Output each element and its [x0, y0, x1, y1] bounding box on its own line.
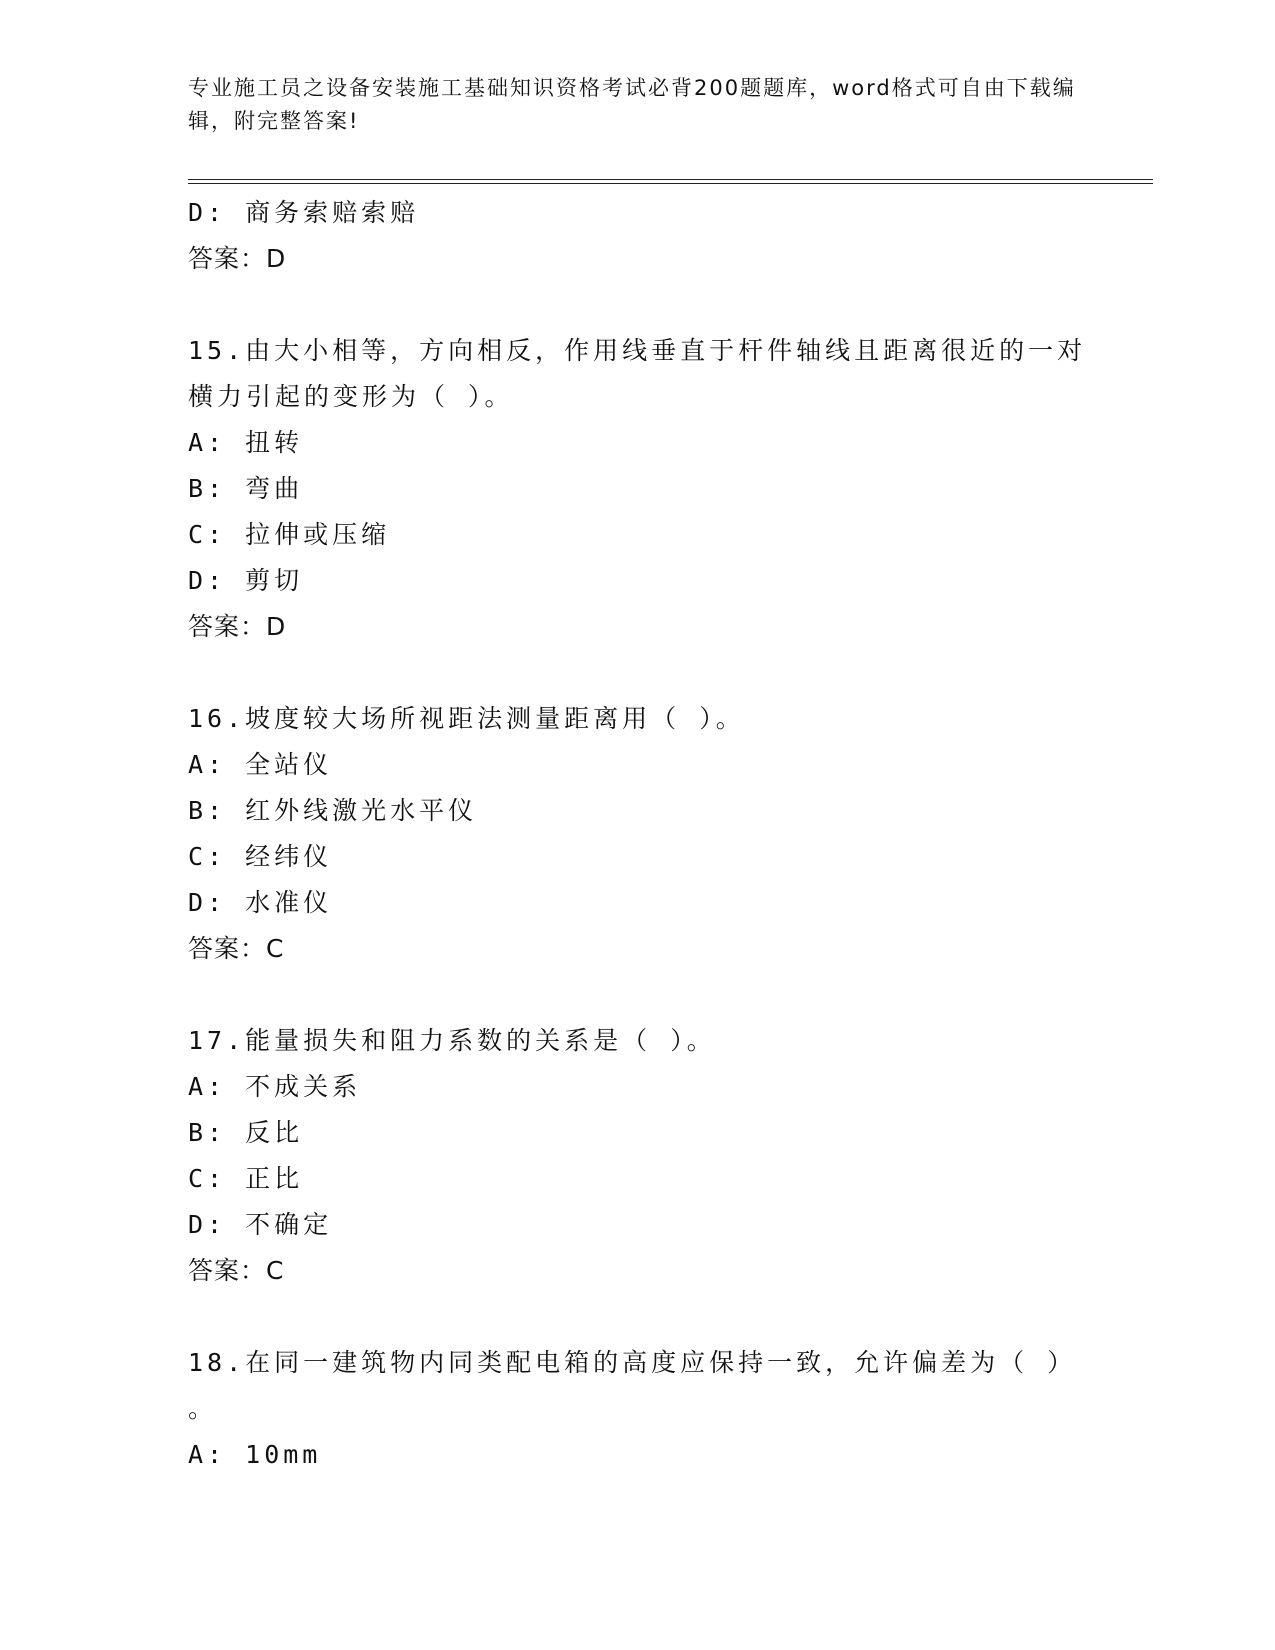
option-a: A: 10mm — [188, 1440, 322, 1469]
option-c: C: 经纬仪 — [188, 842, 333, 871]
option-b: B: 反比 — [188, 1118, 304, 1147]
question-stem: 16.坡度较大场所视距法测量距离用（ ）。 — [188, 704, 745, 733]
document-body — [188, 190, 1088, 1478]
answer: 答案：C — [188, 934, 285, 963]
header-divider-top — [188, 179, 1153, 180]
answer: 答案：D — [188, 244, 287, 273]
option-b: B: 弯曲 — [188, 474, 304, 503]
question-stem-continued: 。 — [188, 1394, 218, 1423]
document-title: 专业施工员之设备安装施工基础知识资格考试必背200题题库，word格式可自由下载编辑，附完整答案! — [188, 76, 1076, 133]
option-b: B: 红外线激光水平仪 — [188, 796, 478, 825]
option-a: A: 不成关系 — [188, 1072, 362, 1101]
option-c: C: 拉伸或压缩 — [188, 520, 391, 549]
option-a: A: 扭转 — [188, 428, 304, 457]
question-stem: 18.在同一建筑物内同类配电箱的高度应保持一致，允许偏差为（ ） — [188, 1348, 1077, 1377]
option-d: D: 剪切 — [188, 566, 304, 595]
option-a: A: 全站仪 — [188, 750, 333, 779]
option-d: D: 水准仪 — [188, 888, 333, 917]
question-stem: 15.由大小相等，方向相反，作用线垂直于杆件轴线且距离很近的一对 — [188, 336, 1087, 365]
answer: 答案：D — [188, 612, 287, 641]
option-c: C: 正比 — [188, 1164, 304, 1193]
question-15 — [188, 328, 1088, 650]
option-d: D: 商务索赔索赔 — [188, 198, 420, 227]
header-divider-bottom — [188, 183, 1153, 184]
question-18 — [188, 1340, 1088, 1478]
question-stem-continued: 横力引起的变形为（ ）。 — [188, 382, 514, 411]
question-17 — [188, 1018, 1088, 1294]
option-d: D: 不确定 — [188, 1210, 333, 1239]
answer: 答案：C — [188, 1256, 285, 1285]
question-stem: 17.能量损失和阻力系数的关系是（ ）。 — [188, 1026, 716, 1055]
question-16 — [188, 696, 1088, 972]
